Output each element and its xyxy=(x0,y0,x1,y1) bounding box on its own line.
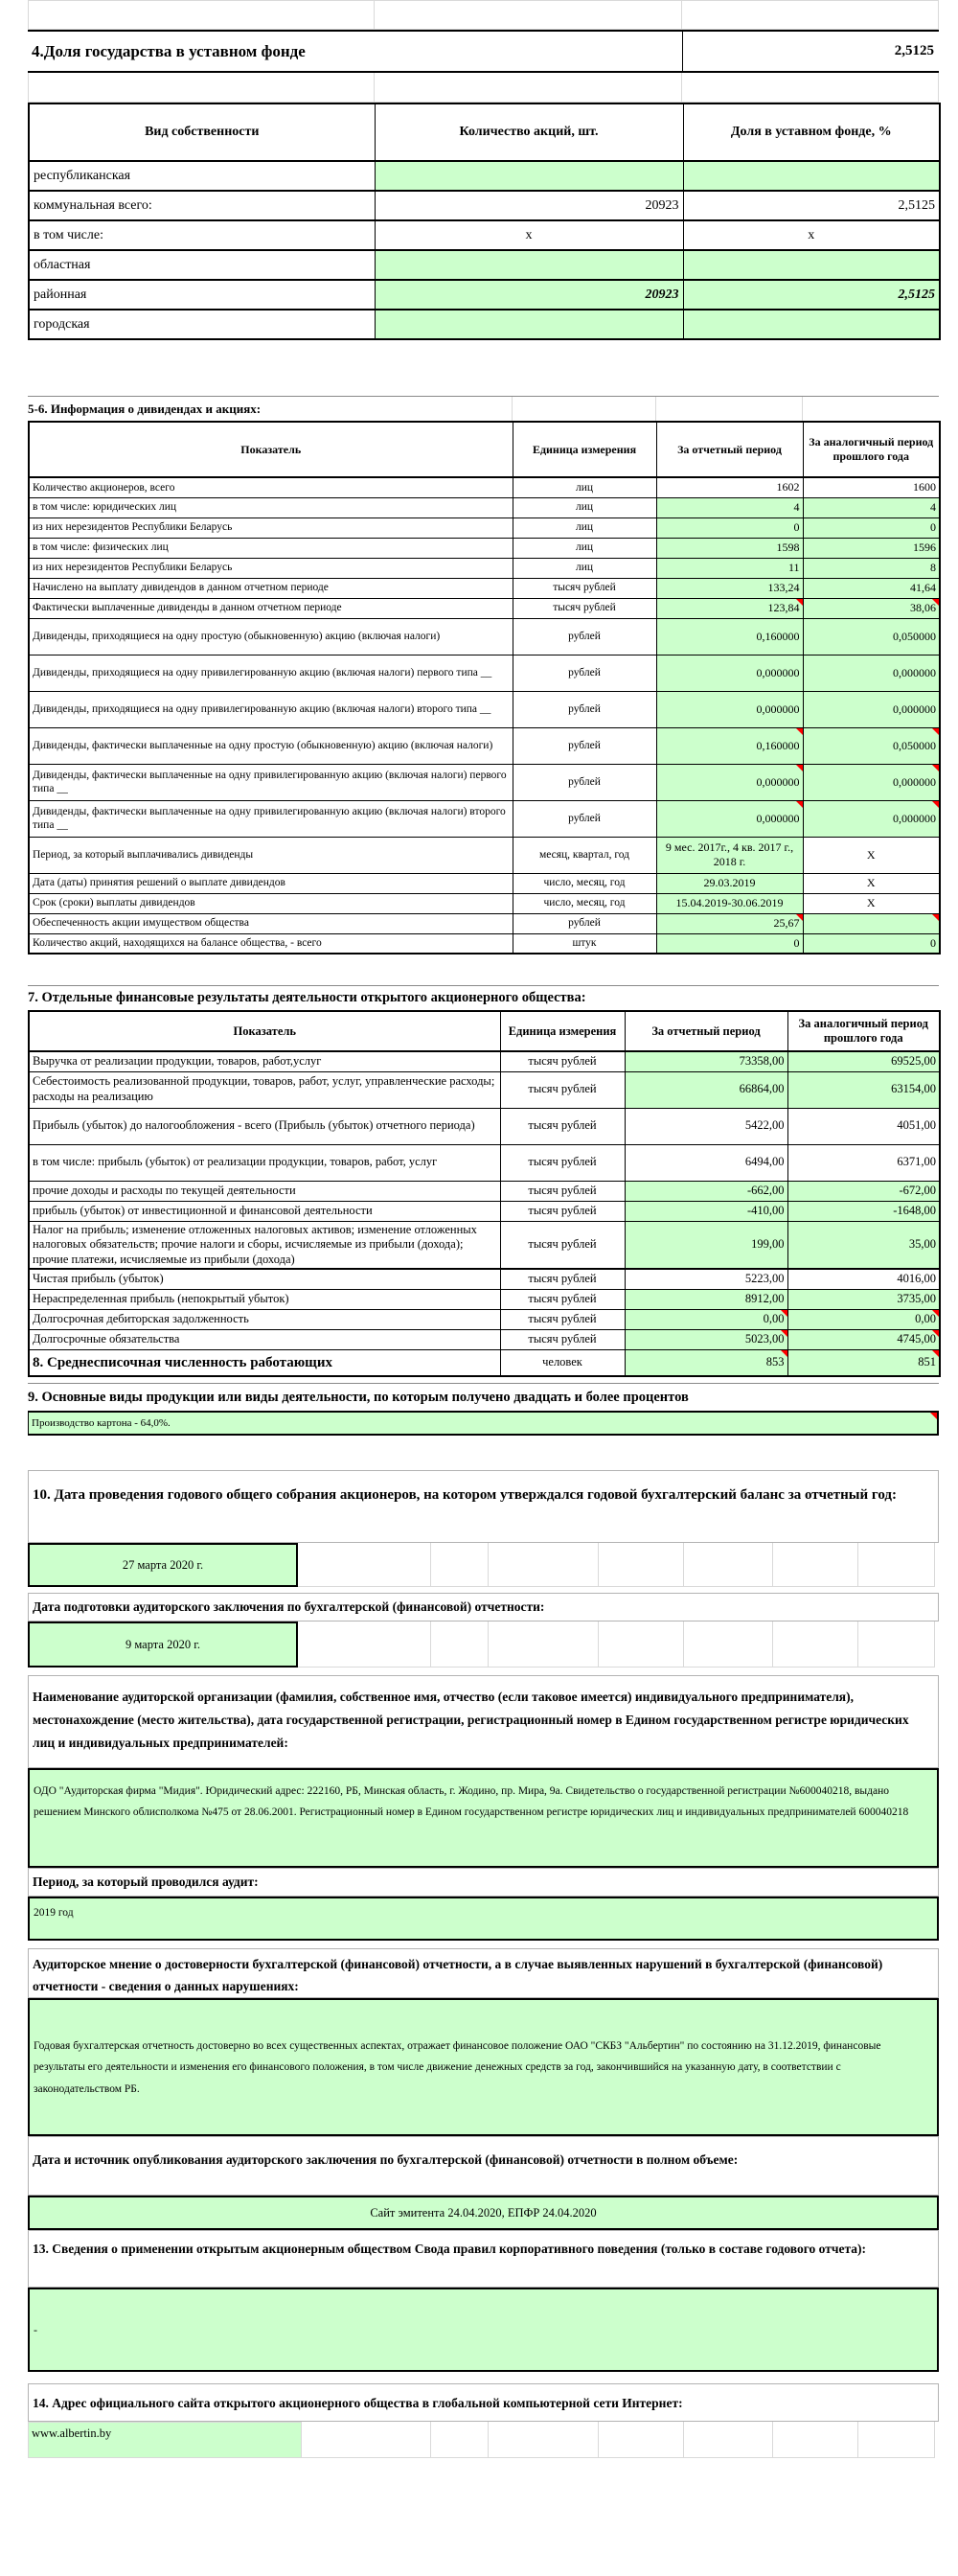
col-indicator: Показатель xyxy=(29,1011,500,1051)
grid-cell xyxy=(375,1,683,30)
row-previous-value: 6371,00 xyxy=(787,1144,940,1181)
dividends-header-row xyxy=(29,422,940,477)
row-unit: лиц xyxy=(513,497,656,518)
grid-cell xyxy=(599,2422,684,2458)
row-unit: тысяч рублей xyxy=(500,1329,625,1349)
table-row xyxy=(29,1309,940,1329)
row-shares-value[interactable]: 20923 xyxy=(375,280,683,310)
row-label: в том числе: xyxy=(29,220,375,250)
row-previous-value[interactable]: 63154,00 xyxy=(787,1071,940,1108)
grid-cell xyxy=(858,1622,935,1668)
row-previous-value: 1600 xyxy=(803,477,940,497)
row-current-value[interactable]: -662,00 xyxy=(625,1181,787,1201)
audit-report-date-title: Дата подготовки аудиторского заключения по бухгалтерской (финансовой) отчетности: xyxy=(28,1593,939,1622)
financial-results-table xyxy=(28,1010,941,1377)
table-row xyxy=(29,497,940,518)
row-label: республиканская xyxy=(29,161,375,191)
row-label: Дивиденды, приходящиеся на одну привилегированную акцию (включая налоги) первого типа __ xyxy=(29,655,513,691)
col-unit: Единица измерения xyxy=(513,422,656,477)
table-row xyxy=(29,1051,940,1071)
row-current-value[interactable]: 0,000000 xyxy=(656,691,803,727)
section7-title: 7. Отдельные финансовые результаты деятельности открытого акционерного общества: xyxy=(28,985,939,1010)
row-label: районная xyxy=(29,280,375,310)
row-share-pct-value[interactable] xyxy=(683,161,940,191)
grid-cell xyxy=(302,2422,431,2458)
row-current-value: 5422,00 xyxy=(625,1108,787,1144)
auditor-organization-cell[interactable]: ОДО "Аудиторская фирма "Мидия". Юридический адрес: 222160, РБ, Минская область, г. Жодино, пр. Мира, 9а. Свидетельство о государственной регистрации №600040218, выдано решением Минского облисполкома №475 от 28.06.2001. Регистрационный номер в Едином государственном регистре юридических лиц и индивидуальных предпринимателей 600040218 xyxy=(28,1768,939,1868)
row-label: Дивиденды, приходящиеся на одну привилегированную акцию (включая налоги) второго типа __ xyxy=(29,691,513,727)
row-previous-value: X xyxy=(803,837,940,873)
row-label: Дивиденды, фактически выплаченные на одну простую (обыкновенную) акцию (включая налоги) xyxy=(29,727,513,764)
grid-cell xyxy=(684,1543,773,1587)
row-current-value[interactable]: 0,000000 xyxy=(656,764,803,800)
row-current-value[interactable]: 199,00 xyxy=(625,1221,787,1269)
table-row xyxy=(29,618,940,655)
grid-cell xyxy=(431,2422,489,2458)
row-unit: рублей xyxy=(513,655,656,691)
section4-title-bar xyxy=(28,30,939,73)
row-label: в том числе: физических лиц xyxy=(29,538,513,558)
ownership-row xyxy=(29,220,940,250)
row-previous-value[interactable]: 0,050000 xyxy=(803,618,940,655)
row-label: Количество акций, находящихся на балансе общества, - всего xyxy=(29,933,513,954)
row-unit: человек xyxy=(500,1349,625,1376)
row-unit: рублей xyxy=(513,800,656,837)
row-previous-value[interactable]: 0,000000 xyxy=(803,764,940,800)
grid-cell xyxy=(802,397,939,421)
row-previous-value[interactable]: 0 xyxy=(803,933,940,954)
table-row xyxy=(29,578,940,598)
table-row xyxy=(29,691,940,727)
grid-cell xyxy=(773,1543,858,1587)
row-unit: тысяч рублей xyxy=(500,1269,625,1289)
row-label: Выручка от реализации продукции, товаров, работ,услуг xyxy=(29,1051,500,1071)
row-unit: число, месяц, год xyxy=(513,873,656,893)
grid-cell xyxy=(431,1543,489,1587)
row-label: Обеспеченность акции имуществом общества xyxy=(29,913,513,933)
row-label: коммунальная всего: xyxy=(29,191,375,220)
grid-cell xyxy=(29,1,375,30)
row-label: Долгосрочные обязательства xyxy=(29,1329,500,1349)
section4-state-share-value: 2,5125 xyxy=(682,32,939,71)
row-previous-value[interactable]: -1648,00 xyxy=(787,1201,940,1221)
table-row xyxy=(29,1181,940,1201)
report-content xyxy=(28,0,939,2458)
row-label: Срок (сроки) выплаты дивидендов xyxy=(29,893,513,913)
row-previous-value[interactable]: 35,00 xyxy=(787,1221,940,1269)
audit-date-value-row xyxy=(28,1622,939,1668)
row-label: Количество акционеров, всего xyxy=(29,477,513,497)
col-unit: Единица измерения xyxy=(500,1011,625,1051)
row-current-value: 6494,00 xyxy=(625,1144,787,1181)
ownership-col-share-pct: Доля в уставном фонде, % xyxy=(683,104,940,161)
row-current-value[interactable]: 66864,00 xyxy=(625,1071,787,1108)
row-current-value[interactable]: 1598 xyxy=(656,538,803,558)
grid-cell xyxy=(375,73,683,103)
row-current-value[interactable]: 11 xyxy=(656,558,803,578)
ownership-row xyxy=(29,161,940,191)
col-current-period: За отчетный период xyxy=(656,422,803,477)
audit-opinion-cell[interactable]: Годовая бухгалтерская отчетность достоверно во всех существенных аспектах, отражает финансовое положение ОАО "СКБЗ "Альбертин" по состоянию на 31.12.2019, финансовые результаты его деятельности и изменения его финансового положения, в том числе движение денежных средств за год, закончившийся на указанную дату, в соответствии с законодательством РБ. xyxy=(28,1998,939,2136)
grid-cell xyxy=(489,2422,599,2458)
section56-title: 5-6. Информация о дивидендах и акциях: xyxy=(28,401,262,416)
row-current-value[interactable]: 0,00 xyxy=(625,1309,787,1329)
audit-period-title: Период, за который проводился аудит: xyxy=(28,1868,939,1897)
row-share-pct-value[interactable] xyxy=(683,310,940,339)
grid-cell xyxy=(858,1543,935,1587)
row-share-pct-value: 2,5125 xyxy=(683,191,940,220)
row-current-value: 1602 xyxy=(656,477,803,497)
row-unit: рублей xyxy=(513,764,656,800)
row-previous-value[interactable]: 0,000000 xyxy=(803,655,940,691)
table-row xyxy=(29,477,940,497)
row-unit: лиц xyxy=(513,558,656,578)
table-row xyxy=(29,837,940,873)
row-previous-value[interactable]: 0,000000 xyxy=(803,800,940,837)
row-shares-value[interactable] xyxy=(375,161,683,191)
row-unit: рублей xyxy=(513,727,656,764)
table-row xyxy=(29,1201,940,1221)
table-row xyxy=(29,764,940,800)
ownership-row xyxy=(29,310,940,339)
row-label: Нераспределенная прибыль (непокрытый убыток) xyxy=(29,1289,500,1309)
audit-publication-cell[interactable]: Сайт эмитента 24.04.2020, ЕПФР 24.04.2020 xyxy=(28,2196,939,2230)
grid-cell xyxy=(684,1622,773,1668)
row-label: Дивиденды, фактически выплаченные на одну привилегированную акцию (включая налоги) первого типа __ xyxy=(29,764,513,800)
row-previous-value[interactable]: 38,06 xyxy=(803,598,940,618)
row-unit: тысяч рублей xyxy=(513,598,656,618)
table-row xyxy=(29,1221,940,1269)
table-row xyxy=(29,800,940,837)
section14-value-row xyxy=(28,2422,939,2458)
row-previous-value[interactable]: -672,00 xyxy=(787,1181,940,1201)
row-label: Период, за который выплачивались дивиденды xyxy=(29,837,513,873)
row-share-pct-value: x xyxy=(683,220,940,250)
grid-cell xyxy=(29,73,375,103)
row-unit: число, месяц, год xyxy=(513,893,656,913)
row-label: Налог на прибыль; изменение отложенных налоговых активов; изменение отложенных налоговых обязательств; прочие налоги и сборы, исчисляемые из прибыли (дохода); прочие платежи, исчисляемые из прибыли (дохода) xyxy=(29,1221,500,1269)
grid-cell xyxy=(858,2422,935,2458)
section9-title: 9. Основные виды продукции или виды деятельности, по которым получено двадцать и более процентов xyxy=(28,1383,939,1413)
row-unit: лиц xyxy=(513,477,656,497)
grid-cell xyxy=(489,1543,599,1587)
grid-cell xyxy=(773,2422,858,2458)
section9-main-products-cell[interactable]: Производство картона - 64,0%. xyxy=(28,1413,939,1436)
row-previous-value[interactable]: 0,00 xyxy=(787,1309,940,1329)
row-current-value[interactable]: 73358,00 xyxy=(625,1051,787,1071)
row-unit: тысяч рублей xyxy=(500,1144,625,1181)
row-unit: тысяч рублей xyxy=(500,1289,625,1309)
row-label: прибыль (убыток) от инвестиционной и финансовой деятельности xyxy=(29,1201,500,1221)
row-current-value[interactable]: 15.04.2019-30.06.2019 xyxy=(656,893,803,913)
row-unit: тысяч рублей xyxy=(500,1221,625,1269)
col-previous-period: За аналогичный период прошлого года xyxy=(803,422,940,477)
grid-cell xyxy=(684,2422,773,2458)
ownership-row xyxy=(29,191,940,220)
row-share-pct-value[interactable]: 2,5125 xyxy=(683,280,940,310)
col-previous-period: За аналогичный период прошлого года xyxy=(787,1011,940,1051)
row-label: Начислено на выплату дивидендов в данном отчетном периоде xyxy=(29,578,513,598)
row-current-value[interactable]: 4 xyxy=(656,497,803,518)
table-row xyxy=(29,913,940,933)
table-row xyxy=(29,1071,940,1108)
row-unit: тысяч рублей xyxy=(500,1108,625,1144)
section56-title-row xyxy=(28,396,939,421)
section4-title: 4.Доля государства в уставном фонде xyxy=(32,41,306,60)
row-current-value[interactable]: 0 xyxy=(656,518,803,538)
row-current-value[interactable]: 0 xyxy=(656,933,803,954)
section13-value-cell[interactable]: - xyxy=(28,2288,939,2372)
row-previous-value: X xyxy=(803,873,940,893)
row-shares-value: 20923 xyxy=(375,191,683,220)
audit-publication-title: Дата и источник опубликования аудиторского заключения по бухгалтерской (финансовой) отчетности в полном объеме: xyxy=(28,2136,939,2196)
row-unit: лиц xyxy=(513,518,656,538)
table-row xyxy=(29,1269,940,1289)
row-label: Дата (даты) принятия решений о выплате дивидендов xyxy=(29,873,513,893)
row-current-value[interactable]: 133,24 xyxy=(656,578,803,598)
row-label: из них нерезидентов Республики Беларусь xyxy=(29,558,513,578)
row-label: Долгосрочная дебиторская задолженность xyxy=(29,1309,500,1329)
row-previous-value: X xyxy=(803,893,940,913)
row-previous-value[interactable]: 0 xyxy=(803,518,940,538)
row-unit: тысяч рублей xyxy=(500,1181,625,1201)
section14-title: 14. Адрес официального сайта открытого акционерного общества в глобальной компьютерной сети Интернет: xyxy=(28,2383,939,2422)
col-current-period: За отчетный период xyxy=(625,1011,787,1051)
row-current-value[interactable]: 0,000000 xyxy=(656,800,803,837)
ownership-row xyxy=(29,280,940,310)
section10-value-row xyxy=(28,1543,939,1587)
table-row xyxy=(29,727,940,764)
row-current-value[interactable]: 0,160000 xyxy=(656,618,803,655)
audit-period-cell[interactable]: 2019 год xyxy=(28,1897,939,1941)
table-row xyxy=(29,1144,940,1181)
row-current-value[interactable]: 0,000000 xyxy=(656,655,803,691)
table-row xyxy=(29,893,940,913)
row-label: Себестоимость реализованной продукции, товаров, работ, услуг, управленческие расходы; расходы на реализацию xyxy=(29,1071,500,1108)
row-current-value[interactable]: 123,84 xyxy=(656,598,803,618)
ownership-table xyxy=(28,103,941,340)
row-current-value[interactable]: 25,67 xyxy=(656,913,803,933)
row-current-value[interactable]: 8912,00 xyxy=(625,1289,787,1309)
grid-cell xyxy=(682,1,939,30)
row-previous-value[interactable]: 4745,00 xyxy=(787,1329,940,1349)
row-label: из них нерезидентов Республики Беларусь xyxy=(29,518,513,538)
empty-grid-row xyxy=(28,73,939,103)
row-current-value[interactable]: -410,00 xyxy=(625,1201,787,1221)
row-label: Дивиденды, приходящиеся на одну простую (обыкновенную) акцию (включая налоги) xyxy=(29,618,513,655)
row-previous-value[interactable]: 0,000000 xyxy=(803,691,940,727)
row-label: Прибыль (убыток) до налогообложения - всего (Прибыль (убыток) отчетного периода) xyxy=(29,1108,500,1144)
website-url-cell[interactable]: www.albertin.by xyxy=(28,2422,302,2458)
row-previous-value[interactable]: 69525,00 xyxy=(787,1051,940,1071)
row-unit: рублей xyxy=(513,913,656,933)
row-label: областная xyxy=(29,250,375,280)
row-label: Дивиденды, фактически выплаченные на одну привилегированную акцию (включая налоги) второго типа __ xyxy=(29,800,513,837)
row-current-value[interactable]: 5023,00 xyxy=(625,1329,787,1349)
empty-grid-row xyxy=(28,0,939,30)
table-row xyxy=(29,933,940,954)
row-label: прочие доходы и расходы по текущей деятельности xyxy=(29,1181,500,1201)
table-row xyxy=(29,558,940,578)
audit-opinion-title: Аудиторское мнение о достоверности бухгалтерской (финансовой) отчетности, а в случае выявленных нарушений в бухгалтерской (финансовой) отчетности - сведения о данных нарушениях: xyxy=(28,1948,939,1998)
row-previous-value: 4051,00 xyxy=(787,1108,940,1144)
row-label: городская xyxy=(29,310,375,339)
grid-cell xyxy=(682,73,939,103)
row-unit: месяц, квартал, год xyxy=(513,837,656,873)
table-row xyxy=(29,518,940,538)
col-indicator: Показатель xyxy=(29,422,513,477)
grid-cell xyxy=(599,1622,684,1668)
grid-cell xyxy=(655,397,802,421)
row-label: Фактически выплаченные дивиденды в данном отчетном периоде xyxy=(29,598,513,618)
section10-title: 10. Дата проведения годового общего собрания акционеров, на котором утверждался годовой бухгалтерский баланс за отчетный год: xyxy=(28,1470,939,1543)
row-unit: тысяч рублей xyxy=(500,1201,625,1221)
row-unit: тысяч рублей xyxy=(500,1051,625,1071)
audit-report-date-cell[interactable]: 9 марта 2020 г. xyxy=(28,1622,298,1668)
row-previous-value[interactable]: 1596 xyxy=(803,538,940,558)
grid-cell xyxy=(431,1622,489,1668)
row-label: в том числе: юридических лиц xyxy=(29,497,513,518)
row-shares-value: x xyxy=(375,220,683,250)
row-current-value[interactable]: 0,160000 xyxy=(656,727,803,764)
table-row xyxy=(29,655,940,691)
ownership-col-type: Вид собственности xyxy=(29,104,375,161)
row-unit: тысяч рублей xyxy=(500,1071,625,1108)
row-unit: лиц xyxy=(513,538,656,558)
row-current-value: 5223,00 xyxy=(625,1269,787,1289)
row-previous-value[interactable]: 4 xyxy=(803,497,940,518)
row-share-pct-value[interactable] xyxy=(683,250,940,280)
table-row xyxy=(29,1108,940,1144)
row-previous-value[interactable]: 41,64 xyxy=(803,578,940,598)
row-label: Чистая прибыль (убыток) xyxy=(29,1269,500,1289)
row-previous-value[interactable]: 851 xyxy=(787,1349,940,1376)
row-current-value[interactable]: 29.03.2019 xyxy=(656,873,803,893)
grid-cell xyxy=(298,1543,431,1587)
section13-title: 13. Сведения о применении открытым акционерным обществом Свода правил корпоративного поведения (только в составе годового отчета): xyxy=(28,2230,939,2288)
table-row xyxy=(29,538,940,558)
row-previous-value: 4016,00 xyxy=(787,1269,940,1289)
table-row xyxy=(29,873,940,893)
row-current-value[interactable]: 9 мес. 2017г., 4 кв. 2017 г., 2018 г. xyxy=(656,837,803,873)
row-unit: штук xyxy=(513,933,656,954)
table-row xyxy=(29,1289,940,1309)
row-unit: рублей xyxy=(513,618,656,655)
annual-meeting-date-cell[interactable]: 27 марта 2020 г. xyxy=(28,1543,298,1587)
row-previous-value[interactable]: 0,050000 xyxy=(803,727,940,764)
grid-cell xyxy=(298,1622,431,1668)
row-shares-value[interactable] xyxy=(375,310,683,339)
grid-cell xyxy=(489,1622,599,1668)
row-unit: тысяч рублей xyxy=(513,578,656,598)
grid-cell xyxy=(773,1622,858,1668)
ownership-row xyxy=(29,250,940,280)
row-current-value[interactable]: 853 xyxy=(625,1349,787,1376)
row-unit: рублей xyxy=(513,691,656,727)
grid-cell xyxy=(599,1543,684,1587)
table-row xyxy=(29,598,940,618)
ownership-col-shares: Количество акций, шт. xyxy=(375,104,683,161)
financial-header-row xyxy=(29,1011,940,1051)
grid-cell xyxy=(512,397,655,421)
ownership-header-row xyxy=(29,104,940,161)
row-previous-value[interactable] xyxy=(803,913,940,933)
row-shares-value[interactable] xyxy=(375,250,683,280)
dividends-table xyxy=(28,421,941,954)
row-unit: тысяч рублей xyxy=(500,1309,625,1329)
row-label: 8. Среднесписочная численность работающих xyxy=(29,1349,500,1376)
row-previous-value[interactable]: 3735,00 xyxy=(787,1289,940,1309)
table-row xyxy=(29,1329,940,1349)
table-row xyxy=(29,1349,940,1376)
row-label: в том числе: прибыль (убыток) от реализации продукции, товаров, работ, услуг xyxy=(29,1144,500,1181)
row-previous-value[interactable]: 8 xyxy=(803,558,940,578)
auditor-organization-title: Наименование аудиторской организации (фамилия, собственное имя, отчество (если таковое имеется) индивидуального предпринимателя), местонахождение (место жительства), дата государственной регистрации, регистрационный номер в Едином государственном регистре юридических лиц и индивидуальных предпринимателей: xyxy=(28,1675,939,1768)
